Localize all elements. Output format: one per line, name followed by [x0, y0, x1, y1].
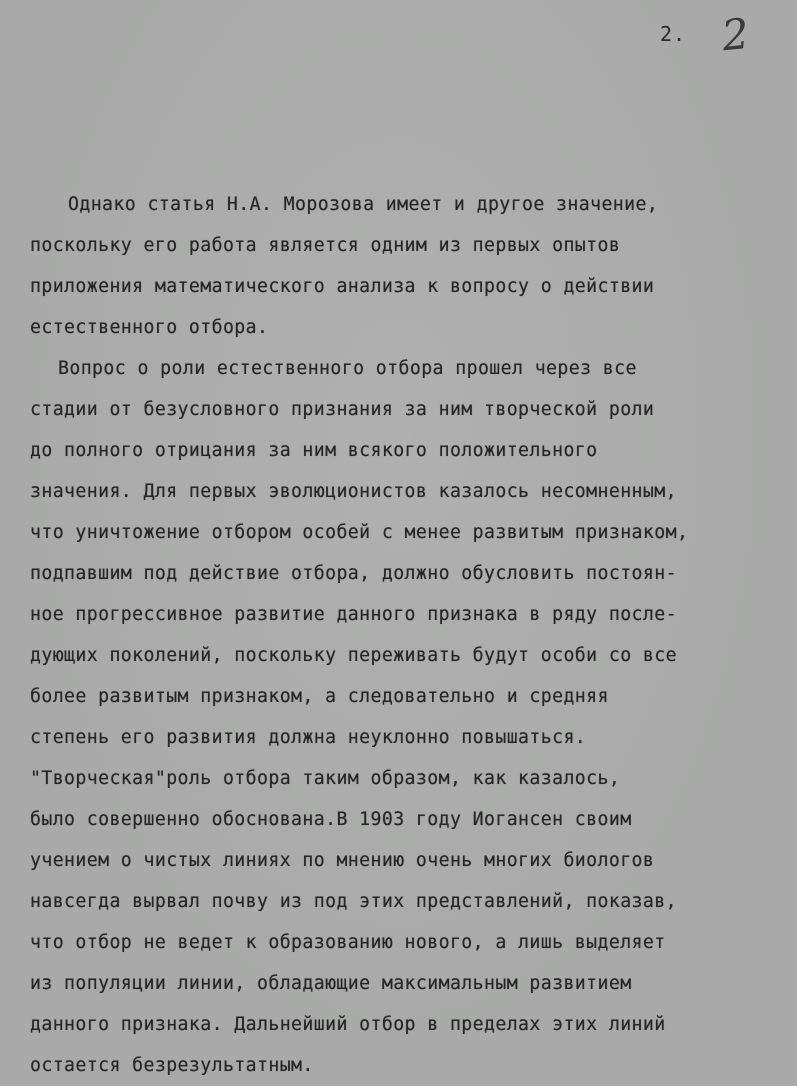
- text-line: более развитым признаком, а следовательно и средняя: [30, 686, 609, 707]
- text-line: было совершенно обоснована.В 1903 году Иогансен своим: [30, 809, 632, 830]
- text-line: учением о чистых линиях по мнению очень многих биологов: [30, 850, 655, 871]
- text-line: что отбор не ведет к образованию нового, а лишь выделяет: [30, 932, 666, 953]
- text-line: остается безрезультатным.: [30, 1055, 314, 1076]
- text-line: приложения математического анализа к вопросу о действии: [30, 276, 655, 297]
- text-line: из популяции линии, обладающие максимальным развитием: [30, 973, 632, 994]
- text-line: Вопрос о роли естественного отбора прошел через все: [58, 358, 637, 379]
- text-line: подпавшим под действие отбора, должно обусловить постоян-: [30, 563, 677, 584]
- text-line: ное прогрессивное развитие данного признака в ряду после-: [30, 604, 677, 625]
- text-line: стадии от безусловного признания за ним творческой роли: [30, 399, 655, 420]
- text-line: естественного отбора.: [30, 317, 269, 338]
- text-line: степень его развития должна неуклонно повышаться.: [30, 727, 587, 748]
- text-line: значения. Для первых эволюционистов казалось несомненным,: [30, 481, 677, 502]
- text-line: Однако статья Н.А. Морозова имеет и другое значение,: [68, 194, 659, 215]
- text-line: что уничтожение отбором особей с менее развитым признаком,: [30, 522, 689, 543]
- text-line: "Творческая"роль отбора таким образом, как казалось,: [30, 768, 621, 789]
- text-line: дующих поколений, поскольку переживать будут особи со все: [30, 645, 677, 666]
- text-line: поскольку его работа является одним из первых опытов: [30, 235, 621, 256]
- typed-body-text: [30, 184, 790, 1086]
- text-line: навсегда вырвал почву из под этих представлений, показав,: [30, 891, 677, 912]
- handwritten-page-number: 2: [719, 8, 752, 61]
- text-line: до полного отрицания за ним всякого положительного: [30, 440, 598, 461]
- typed-page-number: 2.: [660, 22, 687, 46]
- text-line: данного признака. Дальнейший отбор в пределах этих линий: [30, 1014, 666, 1035]
